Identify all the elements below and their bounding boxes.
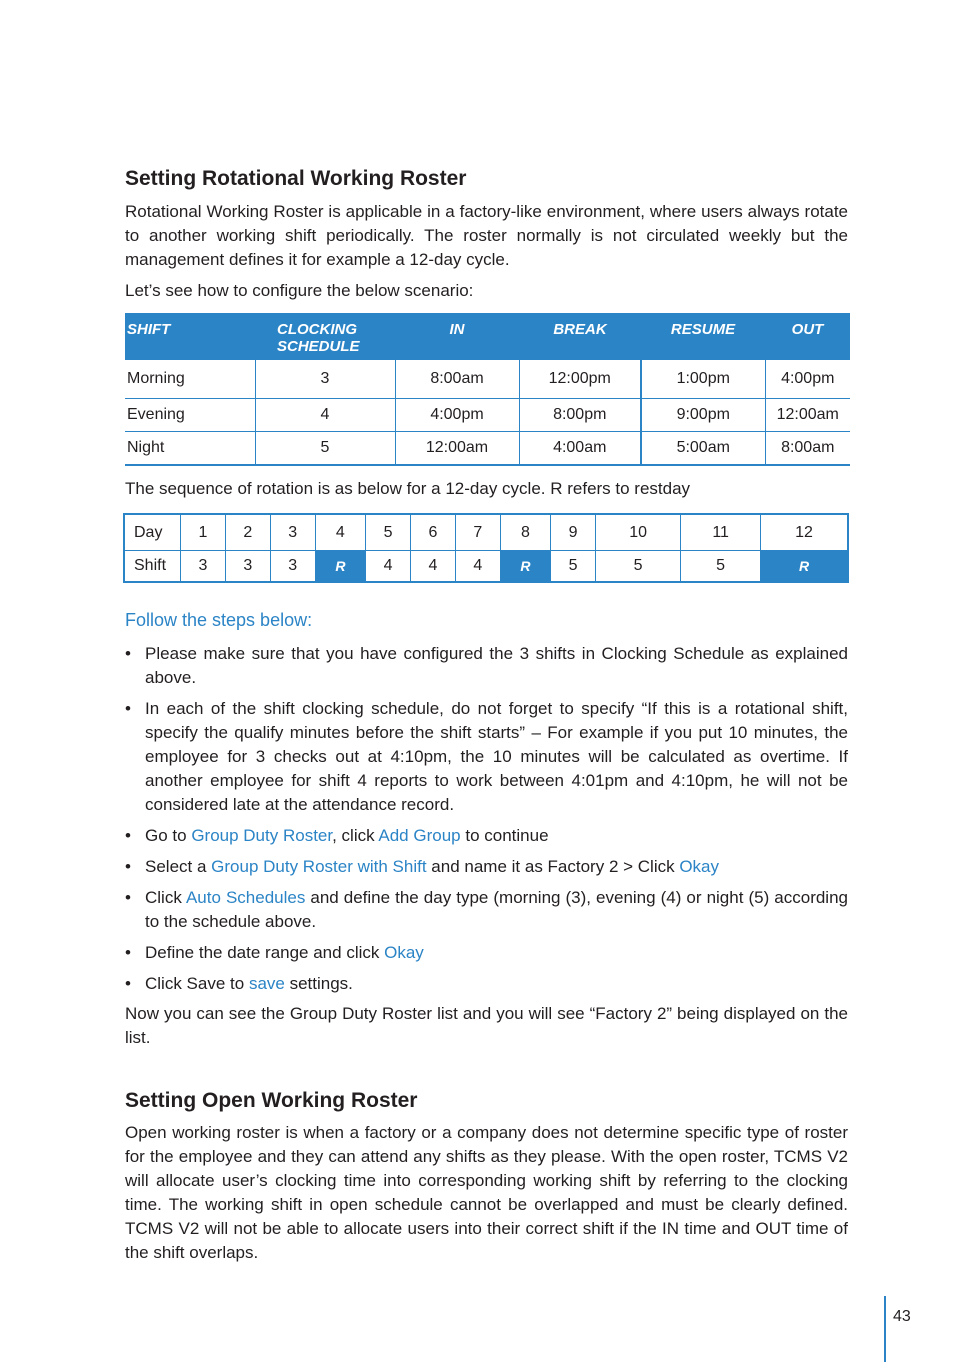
cell-out: 12:00am: [765, 399, 850, 432]
rotational-intro: Rotational Working Roster is applicable in a factory-like environment, where users always rotate to another working shift periodically. The roster normally is not circulated weekly but the management defines it for example a 12-day cycle.: [125, 202, 848, 269]
shift-cell: 4: [455, 551, 500, 583]
link-group-duty-roster-with-shift[interactable]: Group Duty Roster with Shift: [211, 857, 427, 876]
day-cell: 11: [681, 514, 761, 551]
shift-cell: 5: [596, 551, 681, 583]
cell-break: 4:00am: [519, 432, 641, 466]
link-add-group[interactable]: Add Group: [378, 826, 461, 845]
day-label: Day: [124, 514, 181, 551]
day-cell: 5: [366, 514, 411, 551]
shift-cell: 5: [551, 551, 596, 583]
shift-cell: 5: [681, 551, 761, 583]
restday-cell: R: [761, 551, 848, 583]
cell-shift: Night: [125, 432, 255, 466]
link-group-duty-roster[interactable]: Group Duty Roster: [191, 826, 333, 845]
cell-break: 8:00pm: [519, 399, 641, 432]
day-cell: 3: [270, 514, 315, 551]
header-clocking-schedule: CLOCKING SCHEDULE: [255, 313, 395, 360]
cell-in: 8:00am: [395, 360, 519, 399]
shift-cell: 3: [270, 551, 315, 583]
restday-cell: R: [315, 551, 365, 583]
list-item: • In each of the shift clocking schedule, do not forget to specify “If this is a rotational shift, specify the qualify minutes before the shift starts” – For example if you put 10 minutes, the employee for 3 checks out at 4:10pm, the 10 minutes will be calculated as overtime. If another employee for shift 4 reports to work between 4:01pm and 4:10pm, he will not be considered late at the attendance record.: [125, 699, 848, 814]
day-cell: 6: [410, 514, 455, 551]
cell-break: 12:00pm: [519, 360, 641, 399]
day-cell: 1: [181, 514, 226, 551]
shift-table: [125, 313, 850, 466]
open-roster-body: Open working roster is when a factory or a company does not determine specific type of roster for the employee and they can attend any shifts as they please. With the open roster, TCMS V2 will allocate user’s clocking time into corresponding working shift by referring to the clocking time. The working shift in open schedule cannot be overlapped and must be clearly defined. TCMS V2 will not be able to allocate users into their correct shift if the IN time and OUT time of the shift overlaps.: [125, 1123, 848, 1262]
sequence-day-row: [124, 514, 848, 551]
day-cell: 8: [500, 514, 550, 551]
list-item: • Define the date range and click Okay: [125, 943, 424, 962]
cell-in: 12:00am: [395, 432, 519, 466]
shift-label: Shift: [124, 551, 181, 583]
link-okay[interactable]: Okay: [384, 943, 424, 962]
cell-schedule: 3: [255, 360, 395, 399]
header-shift: SHIFT: [125, 313, 255, 360]
restday-cell: R: [500, 551, 550, 583]
shift-cell: 4: [366, 551, 411, 583]
cell-schedule: 5: [255, 432, 395, 466]
link-auto-schedules[interactable]: Auto Schedules: [185, 888, 306, 907]
cell-out: 4:00pm: [765, 360, 850, 399]
cell-shift: Evening: [125, 399, 255, 432]
shift-table-header: [125, 313, 850, 360]
list-item: • Go to Group Duty Roster, click Add Group to continue: [125, 826, 549, 845]
link-save[interactable]: save: [248, 974, 285, 993]
day-cell: 9: [551, 514, 596, 551]
table-row: [125, 360, 850, 399]
day-cell: 10: [596, 514, 681, 551]
section-title-open: Setting Open Working Roster: [125, 1089, 418, 1112]
cell-resume: 1:00pm: [641, 360, 765, 399]
page-number-rule: [884, 1296, 886, 1362]
shift-cell: 3: [181, 551, 226, 583]
shift-cell: 4: [410, 551, 455, 583]
list-item: • Click Save to save settings.: [125, 974, 353, 993]
day-cell: 12: [761, 514, 848, 551]
cell-resume: 5:00am: [641, 432, 765, 466]
day-cell: 2: [225, 514, 270, 551]
sequence-shift-row: [124, 551, 848, 583]
scenario-text: Let’s see how to configure the below scenario:: [125, 281, 474, 300]
cell-in: 4:00pm: [395, 399, 519, 432]
cell-shift: Morning: [125, 360, 255, 399]
header-out: OUT: [765, 313, 850, 360]
cell-schedule: 4: [255, 399, 395, 432]
header-in: IN: [395, 313, 519, 360]
table-row: [125, 399, 850, 432]
shift-cell: 3: [225, 551, 270, 583]
section-title-rotational: Setting Rotational Working Roster: [125, 167, 467, 190]
sequence-text: The sequence of rotation is as below for a 12-day cycle. R refers to restday: [125, 479, 691, 498]
day-cell: 4: [315, 514, 365, 551]
day-cell: 7: [455, 514, 500, 551]
list-item: • Click Auto Schedules and define the day type (morning (3), evening (4) or night (5) according to the schedule above.: [125, 888, 848, 931]
conclusion-text: Now you can see the Group Duty Roster list and you will see “Factory 2” being displayed on the list.: [125, 1004, 848, 1047]
link-okay[interactable]: Okay: [679, 857, 720, 876]
steps-list: [125, 642, 848, 1003]
list-item: • Please make sure that you have configured the 3 shifts in Clocking Schedule as explained above.: [125, 644, 848, 687]
rotation-sequence-table: [123, 513, 849, 583]
list-item: • Select a Group Duty Roster with Shift and name it as Factory 2 > Click Okay: [125, 857, 720, 876]
page-number: 43: [893, 1308, 911, 1325]
cell-resume: 9:00pm: [641, 399, 765, 432]
header-break: BREAK: [519, 313, 641, 360]
cell-out: 8:00am: [765, 432, 850, 466]
table-row: [125, 432, 850, 466]
steps-heading: Follow the steps below:: [125, 610, 313, 630]
header-resume: RESUME: [641, 313, 765, 360]
